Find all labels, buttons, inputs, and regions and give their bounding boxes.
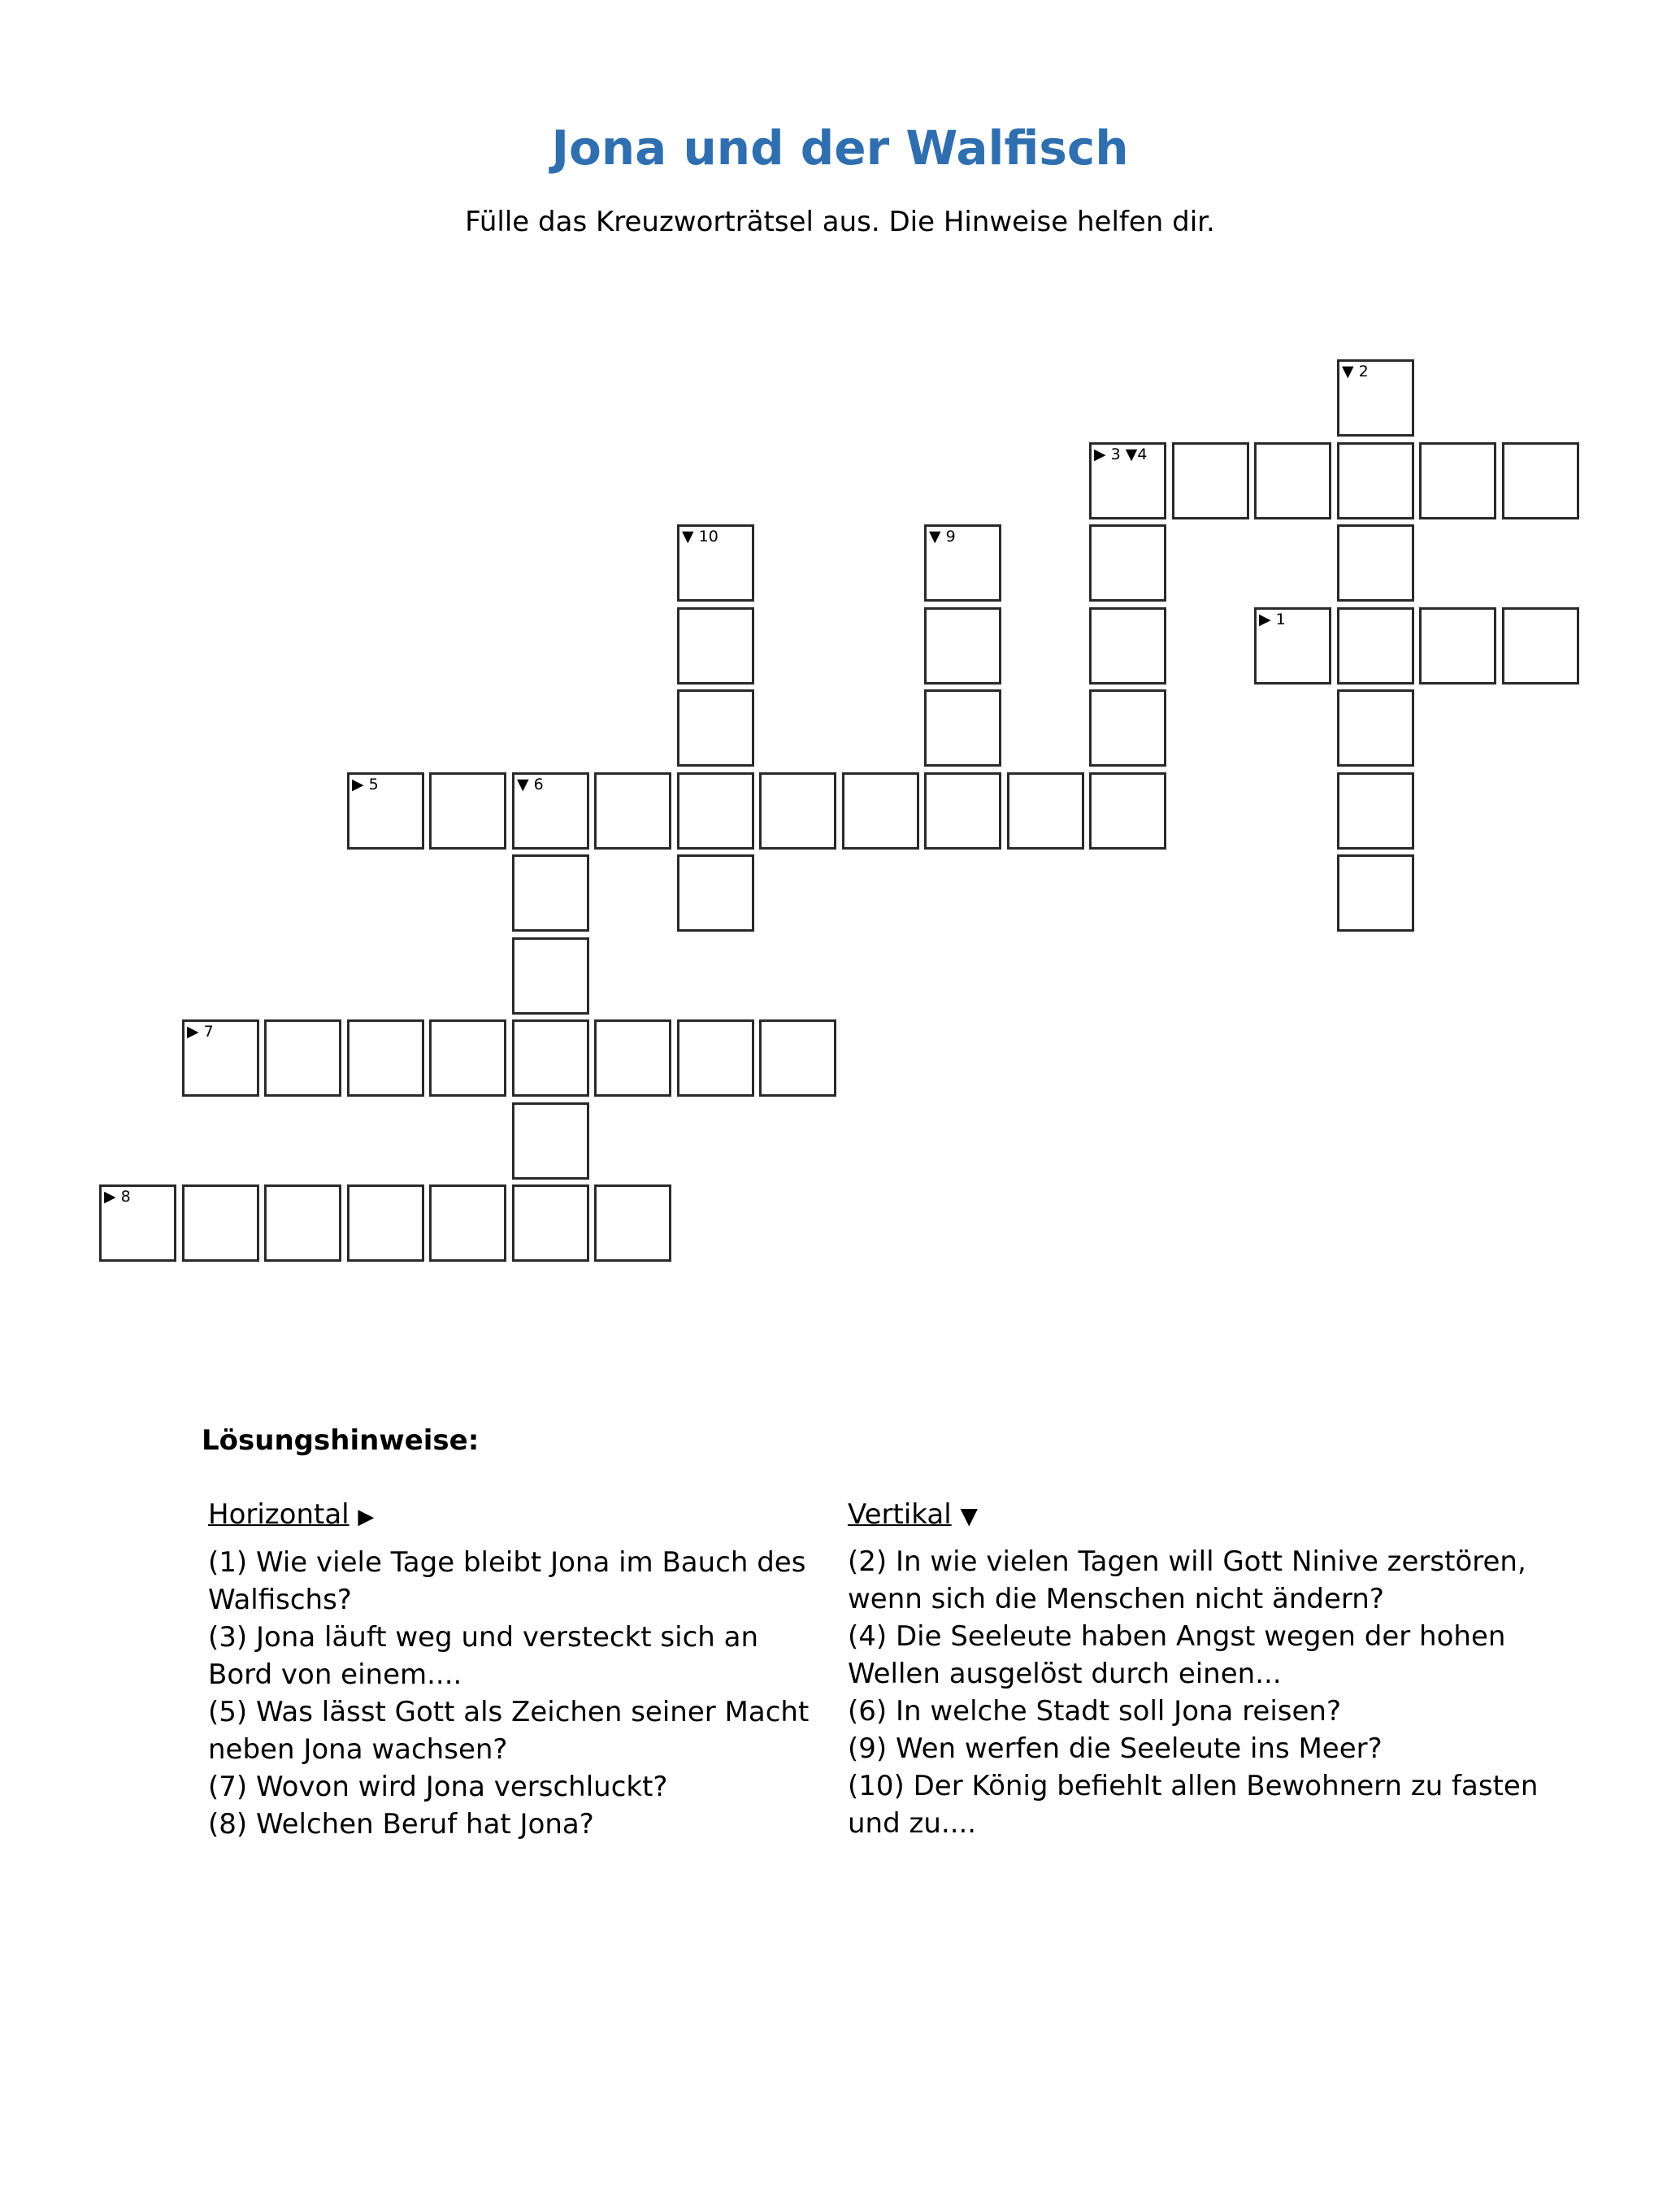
crossword-cell[interactable] — [1007, 772, 1084, 850]
clue-number: ▶ 1 — [1259, 611, 1286, 628]
crossword-cell[interactable] — [1337, 359, 1414, 437]
crossword-cell[interactable] — [924, 772, 1001, 850]
horizontal-label: Horizontal — [208, 1498, 349, 1531]
clue-number: ▼ 10 — [682, 528, 718, 545]
crossword-cell[interactable] — [429, 1184, 506, 1262]
crossword-cell[interactable] — [264, 1184, 341, 1262]
vertical-label: Vertikal — [848, 1498, 952, 1531]
crossword-cell[interactable] — [924, 689, 1001, 767]
crossword-cell[interactable] — [512, 1019, 589, 1097]
crossword-cell[interactable] — [677, 854, 754, 932]
crossword-cell[interactable] — [1089, 772, 1166, 850]
crossword-cell[interactable] — [1337, 524, 1414, 602]
clues-heading: Lösungshinweise: — [202, 1424, 480, 1457]
clue-line: (6) In welche Stadt soll Jona reisen? — [848, 1695, 1342, 1728]
crossword-cell[interactable] — [842, 772, 919, 850]
crossword-cell[interactable] — [512, 854, 589, 932]
crossword-cell[interactable] — [347, 772, 424, 850]
clue-number: ▼ 9 — [929, 528, 956, 545]
crossword-cell[interactable] — [1419, 442, 1496, 519]
clue-line: neben Jona wachsen? — [208, 1733, 508, 1766]
clue-line: und zu.... — [848, 1807, 977, 1840]
clue-line: (7) Wovon wird Jona verschluckt? — [208, 1771, 668, 1803]
crossword-cell[interactable] — [677, 772, 754, 850]
crossword-cell[interactable] — [1172, 442, 1249, 519]
clue-line: (4) Die Seeleute haben Angst wegen der hohen — [848, 1620, 1506, 1653]
clue-line: wenn sich die Menschen nicht ändern? — [848, 1583, 1384, 1615]
crossword-cell[interactable] — [1254, 442, 1331, 519]
crossword-cell[interactable] — [1254, 607, 1331, 685]
clue-line: Bord von einem.... — [208, 1658, 462, 1691]
crossword-cell[interactable] — [1089, 607, 1166, 685]
crossword-cell[interactable] — [182, 1019, 259, 1097]
crossword-cell[interactable] — [924, 607, 1001, 685]
clue-line: (3) Jona läuft weg und versteckt sich an — [208, 1621, 759, 1654]
vertical-header — [848, 1497, 1579, 1533]
crossword-cell[interactable] — [677, 689, 754, 767]
crossword-cell[interactable] — [182, 1184, 259, 1262]
crossword-cell[interactable] — [1337, 772, 1414, 850]
clue-line: (8) Welchen Beruf hat Jona? — [208, 1808, 594, 1841]
crossword-cell[interactable] — [1502, 442, 1579, 519]
clue-line: (10) Der König befiehlt allen Bewohnern zu fasten — [848, 1770, 1539, 1802]
clue-line: (2) In wie vielen Tagen will Gott Ninive zerstören, — [848, 1545, 1526, 1578]
crossword-cell[interactable] — [759, 1019, 836, 1097]
crossword-cell[interactable] — [347, 1184, 424, 1262]
crossword-cell[interactable] — [429, 1019, 506, 1097]
crossword-cell[interactable] — [1089, 442, 1166, 519]
clue-number: ▶ 5 — [352, 776, 379, 793]
vertical-clues — [848, 1497, 1579, 1842]
crossword-cell[interactable] — [1089, 524, 1166, 602]
crossword-cell[interactable] — [264, 1019, 341, 1097]
clue-number: ▶ 8 — [104, 1188, 131, 1206]
crossword-cell[interactable] — [512, 1102, 589, 1180]
crossword-cell[interactable] — [1502, 607, 1579, 685]
crossword-cell[interactable] — [347, 1019, 424, 1097]
horizontal-clues — [208, 1497, 826, 1843]
crossword-cell[interactable] — [1337, 607, 1414, 685]
crossword-cell[interactable] — [759, 772, 836, 850]
arrow-right-icon: ▶ — [358, 1505, 375, 1529]
clue-line: Walfischs? — [208, 1584, 352, 1616]
clue-line: (1) Wie viele Tage bleibt Jona im Bauch des — [208, 1546, 806, 1579]
clue-line: (5) Was lässt Gott als Zeichen seiner Macht — [208, 1696, 810, 1728]
arrow-down-icon: ▼ — [960, 1502, 979, 1529]
crossword-cell[interactable] — [677, 1019, 754, 1097]
crossword-cell[interactable] — [594, 1184, 671, 1262]
clue-line: Wellen ausgelöst durch einen... — [848, 1658, 1282, 1690]
crossword-cell[interactable] — [1337, 854, 1414, 932]
crossword-cell[interactable] — [677, 607, 754, 685]
crossword-cell[interactable] — [924, 524, 1001, 602]
crossword-cell[interactable] — [99, 1184, 176, 1262]
clue-number: ▼ 2 — [1342, 363, 1369, 380]
crossword-cell[interactable] — [512, 937, 589, 1015]
crossword-cell[interactable] — [429, 772, 506, 850]
clue-number: ▶ 3 ▼4 — [1094, 446, 1148, 463]
crossword-cell[interactable] — [594, 772, 671, 850]
crossword-cell[interactable] — [1089, 689, 1166, 767]
crossword-cell[interactable] — [1337, 442, 1414, 519]
instructions: Fülle das Kreuzworträtsel aus. Die Hinweise helfen dir. — [465, 206, 1215, 238]
clue-number: ▼ 6 — [517, 776, 544, 793]
crossword-cell[interactable] — [1337, 689, 1414, 767]
page-title: Jona und der Walfisch — [551, 120, 1129, 176]
crossword-cell[interactable] — [512, 1184, 589, 1262]
crossword-cell[interactable] — [1419, 607, 1496, 685]
clue-number: ▶ 7 — [187, 1023, 214, 1041]
crossword-cell[interactable] — [594, 1019, 671, 1097]
crossword-cell[interactable] — [512, 772, 589, 850]
clue-line: (9) Wen werfen die Seeleute ins Meer? — [848, 1732, 1383, 1765]
horizontal-header — [208, 1497, 826, 1534]
crossword-cell[interactable] — [677, 524, 754, 602]
